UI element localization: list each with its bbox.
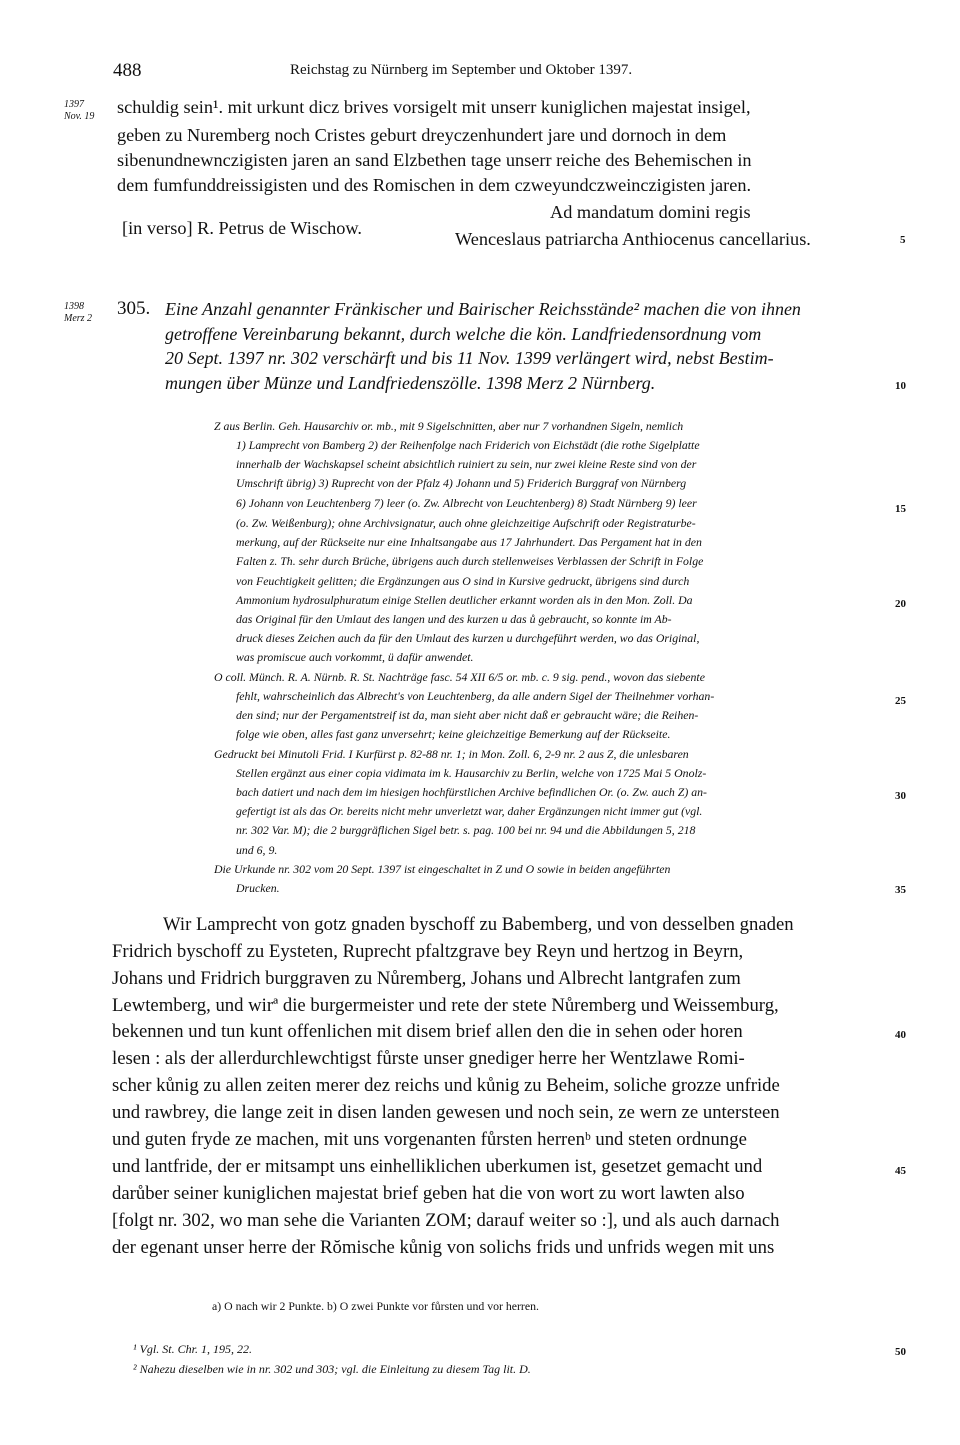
apparatus-line: O coll. Münch. R. A. Nürnb. R. St. Nachträge fasc. 54 XII 6/5 or. mb. c. 9 sig. pend., wovon das siebente [214,670,705,684]
line-number: 15 [895,503,906,515]
line-number: 50 [895,1346,906,1358]
text-line: und guten fryde ze machen, mit uns vorgenanten fůrsten herrenᵇ und steten ordnunge [112,1129,747,1150]
text-line: Johans und Fridrich burggraven zu Nůremberg, Johans und Albrecht lantgrafen zum [112,968,741,989]
apparatus-line: Gedruckt bei Minutoli Frid. I Kurfürst p. 82-88 nr. 1; in Mon. Zoll. 6, 2-9 nr. 2 aus Z, die unlesbaren [214,747,689,761]
running-title: Reichstag zu Nürnberg im September und Oktober 1397. [290,62,633,78]
apparatus-line: von Feuchtigkeit gelitten; die Ergänzungen aus O sind in Kursive gedruckt, übrigens sind durch [236,574,690,588]
line-number: 30 [895,790,906,802]
apparatus-line: was promiscue auch vorkommt, ü dafür anwendet. [236,650,474,664]
apparatus-line: Stellen ergänzt aus einer copia vidimata im k. Hausarchiv zu Berlin, welche von 1725 Mai 5 Onolz- [236,766,707,780]
heading-line: 20 Sept. 1397 nr. 302 verschärft und bis 11 Nov. 1399 verlängert wird, nebst Bestim- [165,348,774,368]
text-line: scher kůnig zu allen zeiten merer dez reichs und kůnig zu Beheim, soliche grozze unfride [112,1075,780,1096]
apparatus-line: Die Urkunde nr. 302 vom 20 Sept. 1397 ist eingeschaltet in Z und O sowie in beiden angeführten [214,862,671,876]
line-number: 40 [895,1029,906,1041]
variant-notes: a) O nach wir 2 Punkte. b) O zwei Punkte vor fůrsten und vor herren. [212,1299,539,1313]
apparatus-line: Drucken. [236,881,280,895]
apparatus-line: merkung, auf der Rückseite nur eine Inhaltsangabe aus 17 Jahrhundert. Das Pergament hat in den [236,535,702,549]
text-line: bekennen und tun kunt offenlichen mit disem brief allen den die in sehen oder horen [112,1021,743,1042]
apparatus-line: Ammonium hydrosulphuratum einige Stellen deutlicher erkannt worden als in den Mon. Zoll. Da [236,593,693,607]
apparatus-line: bach datiert und nach dem im hiesigen hochfürstlichen Archive befindlichen Or. (o. Zw. auch Z) an- [236,785,707,799]
mandate-line: Ad mandatum domini regis [550,202,751,222]
text-line: dem fumfunddreissigisten und des Romischen in dem czweyundczweinczigisten jaren. [117,175,752,195]
text-line: schuldig sein¹. mit urkunt dicz brives vorsigelt mit unserr kuniglichen majestat insigel, [117,97,751,117]
line-number: 45 [895,1165,906,1177]
document-number: 305. [117,298,151,319]
text-line: der egenant unser herre der Rŏmische kůnig von solichs frids und unfrids wegen mit uns [112,1237,775,1258]
apparatus-line: Falten z. Th. sehr durch Brüche, übrigens auch durch stellenweises Verblassen der Schrift in Folge [236,554,704,568]
signature-line: Wenceslaus patriarcha Anthiocenus cancellarius. [455,229,811,249]
text-line: [folgt nr. 302, wo man sehe die Varianten ZOM; darauf weiter so :], und als auch darnach [112,1210,780,1231]
text-line: Lewtemberg, und wirª die burgermeister und rete der stete Nůremberg und Weissemburg, [112,995,779,1016]
heading-line: getroffene Vereinbarung bekannt, durch welche die kön. Landfriedensordnung vom [165,324,762,344]
apparatus-line: und 6, 9. [236,843,278,857]
line-number: 20 [895,598,906,610]
apparatus-line: innerhalb der Wachskapsel scheint absichtlich ruiniert zu sein, nur zwei kleine Reste sind von der [236,457,697,471]
apparatus-line: gefertigt ist als das Or. bereits nicht mehr unverletzt war, daher Ergänzungen nicht immer gut (vgl. [236,804,703,818]
line-number: 5 [900,234,906,246]
text-line: und lantfride, der er mitsampt uns einhelliklichen uberkumen ist, gesetzet gemacht und [112,1156,763,1177]
heading-line: mungen über Münze und Landfriedenszölle. 1398 Merz 2 Nürnberg. [165,373,656,393]
page-number: 488 [113,60,142,81]
apparatus-line: druck dieses Zeichen auch da für den Umlaut des kurzen u durchgeführt werden, wo das Original, [236,631,700,645]
margin-date: 1398 Merz 2 [64,301,93,324]
apparatus-line: Z aus Berlin. Geh. Hausarchiv or. mb., mit 9 Sigelschnitten, aber nur 7 vorhandnen Sigeln, nemlich [214,419,684,433]
apparatus-line: nr. 302 Var. M); die 2 burggräflichen Sigel betr. s. pag. 100 bei nr. 94 und die Abbildungen 5, 218 [236,823,696,837]
apparatus-line: folge wie oben, alles fast ganz unversehrt; keine gleichzeitige Bemerkung auf der Rückseite. [236,727,671,741]
text-line: Wir Lamprecht von gotz gnaden byschoff zu Babemberg, und von desselben gnaden [163,914,794,935]
apparatus-line: fehlt, wahrscheinlich das Albrecht's von Leuchtenberg, da alle andern Sigel der Theilnehmer vorhan- [236,689,715,703]
apparatus-line: das Original für den Umlaut des langen und des kurzen u das ů gebraucht, so konnte im Ab- [236,612,672,626]
text-line: und rawbrey, die lange zeit in disen landen gewesen und noch sein, ze wern ze untersteen [112,1102,780,1123]
text-line: Fridrich byschoff zu Eysteten, Ruprecht pfaltzgrave bey Reyn und hertzog in Beyrn, [112,941,744,962]
text-line: darůber seiner kuniglichen majestat brief geben hat die von wort zu wort lawten also [112,1183,745,1204]
text-line: sibenundnewnczigisten jaren an sand Elzbethen tage unserr reiche des Behemischen in [117,150,752,170]
line-number: 35 [895,884,906,896]
text-line: lesen : als der allerdurchlewchtigst fůrste unser gnediger herre her Wentzlawe Romi- [112,1048,745,1069]
margin-date: 1397 Nov. 19 [64,99,95,122]
apparatus-line: 1) Lamprecht von Bamberg 2) der Reihenfolge nach Friderich von Eichstädt (die rothe Sigelplatte [236,438,700,452]
apparatus-line: 6) Johann von Leuchtenberg 7) leer (o. Zw. Albrecht von Leuchtenberg) 8) Stadt Nürnberg 9) leer [236,496,697,510]
apparatus-line: Umschrift übrig) 3) Ruprecht von der Pfalz 4) Johann und 5) Friderich Burggraf von Nürnberg [236,476,687,490]
text-line: geben zu Nuremberg noch Cristes geburt dreyczenhundert jare und dornoch in dem [117,125,727,145]
line-number: 25 [895,695,906,707]
footnote: ² Nahezu dieselben wie in nr. 302 und 303; vgl. die Einleitung zu diesem Tag lit. D. [133,1362,531,1376]
apparatus-line: (o. Zw. Weißenburg); ohne Archivsignatur, auch ohne gleichzeitige Aufschrift oder Registraturbe- [236,516,696,530]
verso-note: [in verso] R. Petrus de Wischow. [122,218,362,238]
line-number: 10 [895,380,906,392]
apparatus-line: den sind; nur der Pergamentstreif ist da, man sieht aber nicht daß er gebraucht wäre; die Reihen- [236,708,699,722]
footnote: ¹ Vgl. St. Chr. 1, 195, 22. [133,1342,252,1356]
heading-line: Eine Anzahl genannter Fränkischer und Bairischer Reichsstände² machen die von ihnen [165,299,801,319]
